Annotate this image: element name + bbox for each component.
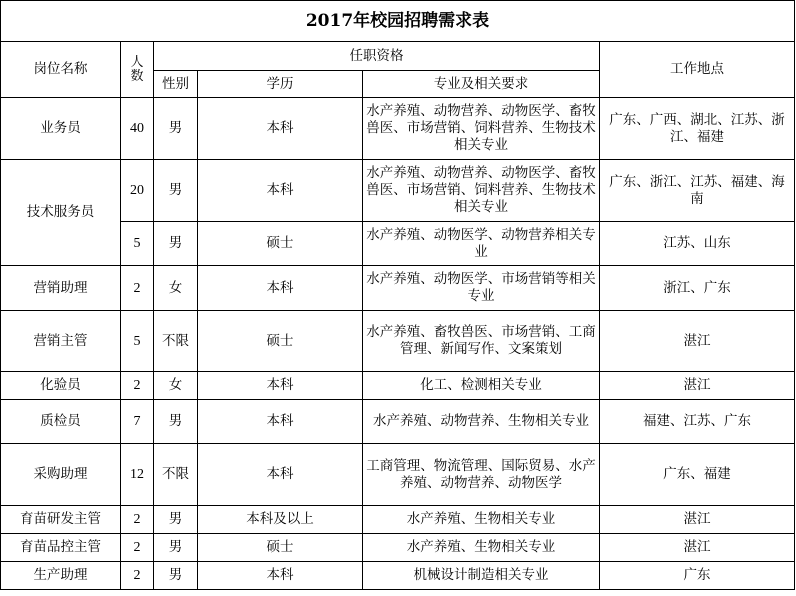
cell-education: 本科 (198, 160, 363, 222)
header-qualifications: 任职资格 (154, 42, 600, 71)
table-row (1, 266, 795, 311)
cell-gender: 男 (154, 534, 198, 562)
cell-gender: 不限 (154, 444, 198, 506)
cell-location: 湛江 (600, 506, 795, 534)
cell-count: 5 (121, 311, 154, 372)
cell-count: 7 (121, 400, 154, 444)
cell-count: 2 (121, 506, 154, 534)
table-row (1, 506, 795, 534)
cell-location: 江苏、山东 (600, 222, 795, 266)
cell-position: 营销主管 (1, 311, 121, 372)
table-title: 2017年校园招聘需求表 (1, 1, 795, 42)
cell-major: 水产养殖、生物相关专业 (363, 506, 600, 534)
header-gender: 性别 (154, 71, 198, 98)
cell-gender: 不限 (154, 311, 198, 372)
header-position: 岗位名称 (1, 42, 121, 98)
cell-major: 水产养殖、动物医学、市场营销等相关专业 (363, 266, 600, 311)
cell-education: 硕士 (198, 222, 363, 266)
header-count (121, 42, 154, 98)
cell-education: 本科及以上 (198, 506, 363, 534)
table-row (1, 534, 795, 562)
cell-count: 12 (121, 444, 154, 506)
cell-position: 化验员 (1, 372, 121, 400)
cell-position: 质检员 (1, 400, 121, 444)
cell-major: 水产养殖、动物医学、动物营养相关专业 (363, 222, 600, 266)
cell-position: 采购助理 (1, 444, 121, 506)
cell-education: 本科 (198, 400, 363, 444)
cell-location: 广东、浙江、江苏、福建、海南 (600, 160, 795, 222)
cell-location: 广东、广西、湖北、江苏、浙江、福建 (600, 98, 795, 160)
table-row (1, 400, 795, 444)
cell-count: 20 (121, 160, 154, 222)
table-row (1, 444, 795, 506)
header-major: 专业及相关要求 (363, 71, 600, 98)
cell-education: 本科 (198, 266, 363, 311)
header-count-label: 人 数 (130, 54, 144, 84)
cell-gender: 男 (154, 160, 198, 222)
cell-gender: 男 (154, 98, 198, 160)
cell-location: 广东、福建 (600, 444, 795, 506)
cell-gender: 男 (154, 222, 198, 266)
cell-gender: 女 (154, 266, 198, 311)
cell-education: 本科 (198, 98, 363, 160)
cell-major: 水产养殖、动物营养、动物医学、畜牧兽医、市场营销、饲料营养、生物技术相关专业 (363, 98, 600, 160)
table-row (1, 311, 795, 372)
table-row (1, 222, 795, 266)
cell-position: 育苗研发主管 (1, 506, 121, 534)
cell-position: 生产助理 (1, 562, 121, 590)
cell-major: 水产养殖、动物营养、生物相关专业 (363, 400, 600, 444)
cell-education: 本科 (198, 444, 363, 506)
cell-education: 本科 (198, 562, 363, 590)
cell-gender: 男 (154, 562, 198, 590)
cell-major: 水产养殖、动物营养、动物医学、畜牧兽医、市场营销、饲料营养、生物技术相关专业 (363, 160, 600, 222)
title-row (1, 1, 795, 42)
cell-position: 技术服务员 (1, 160, 121, 266)
cell-education: 本科 (198, 372, 363, 400)
cell-count: 2 (121, 266, 154, 311)
cell-location: 福建、江苏、广东 (600, 400, 795, 444)
header-education: 学历 (198, 71, 363, 98)
cell-position: 业务员 (1, 98, 121, 160)
cell-location: 浙江、广东 (600, 266, 795, 311)
cell-count: 2 (121, 372, 154, 400)
cell-major: 水产养殖、生物相关专业 (363, 534, 600, 562)
cell-education: 硕士 (198, 311, 363, 372)
cell-major: 机械设计制造相关专业 (363, 562, 600, 590)
cell-major: 水产养殖、畜牧兽医、市场营销、工商管理、新闻写作、文案策划 (363, 311, 600, 372)
cell-location: 广东 (600, 562, 795, 590)
cell-location: 湛江 (600, 534, 795, 562)
cell-position: 育苗品控主管 (1, 534, 121, 562)
cell-gender: 女 (154, 372, 198, 400)
cell-education: 硕士 (198, 534, 363, 562)
table-row (1, 562, 795, 590)
table-row (1, 372, 795, 400)
cell-major: 工商管理、物流管理、国际贸易、水产养殖、动物营养、动物医学 (363, 444, 600, 506)
cell-position: 营销助理 (1, 266, 121, 311)
cell-major: 化工、检测相关专业 (363, 372, 600, 400)
cell-count: 5 (121, 222, 154, 266)
header-row-1 (1, 42, 795, 71)
table-row (1, 98, 795, 160)
cell-gender: 男 (154, 400, 198, 444)
header-location: 工作地点 (600, 42, 795, 98)
cell-location: 湛江 (600, 311, 795, 372)
cell-count: 2 (121, 534, 154, 562)
cell-gender: 男 (154, 506, 198, 534)
cell-count: 40 (121, 98, 154, 160)
table-row (1, 160, 795, 222)
cell-count: 2 (121, 562, 154, 590)
cell-location: 湛江 (600, 372, 795, 400)
